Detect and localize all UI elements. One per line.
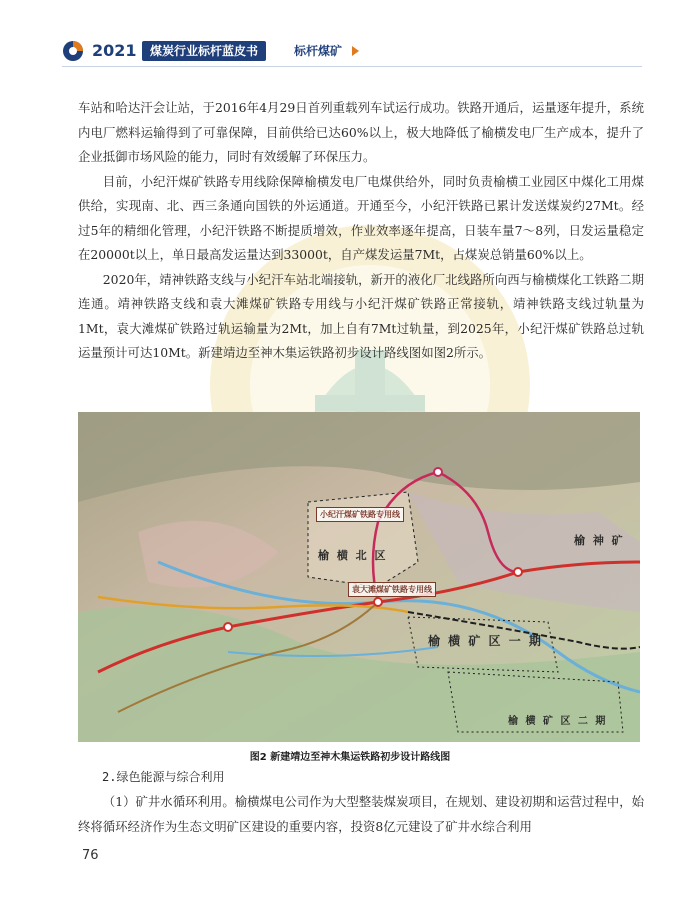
map-label-yuheng-phase1: 榆 横 矿 区 一 期 <box>428 634 543 648</box>
paragraph-1: 车站和哈达汗会让站，于2016年4月29日首列重载列车试运行成功。铁路开通后，运量逐年提升，系统内电厂燃料运输得到了可靠保障，目前供给已达60%以上，极大地降低了榆横发电厂生产成本，提升了企业抵御市场风险的能力，同时有效缓解了环保压力。 <box>78 100 644 164</box>
map-label-yuheng-phase2: 榆 横 矿 区 二 期 <box>508 716 608 727</box>
map-label-yuandatan-line: 袁大滩煤矿铁路专用线 <box>348 582 436 597</box>
header-divider <box>62 66 642 67</box>
brand-logo-icon <box>62 40 84 62</box>
map-label-yushen: 榆 神 矿 <box>574 534 625 547</box>
map-label-xiaojihan-line: 小纪汗煤矿铁路专用线 <box>316 507 404 522</box>
tag-arrow-icon <box>352 46 359 56</box>
header-series-title: 煤炭行业标杆蓝皮书 <box>142 41 266 61</box>
route-map-figure <box>78 412 640 742</box>
header-tag: 标杆煤矿 <box>294 44 343 58</box>
paragraph-2: 目前，小纪汗煤矿铁路专用线除保障榆横发电厂电煤供给外，同时负责榆横工业园区中煤化工用煤供给，实现南、北、西三条通向国铁的外运通道。开通至今，小纪汗铁路已累计发送煤炭约27Mt。经过5年的精细化管理，小纪汗铁路不断提质增效，作业效率逐年提高，日装车量7～8列，日发运量稳定在20000t以上，单日最高发运量达到33000t，自产煤发运量7Mt，占煤炭总销量60%以上。 <box>78 173 644 262</box>
page-header <box>62 38 362 64</box>
page-number: 76 <box>82 848 99 863</box>
figure-caption: 图2 新建靖边至神木集运铁路初步设计路线图 <box>249 752 451 763</box>
section-heading: 2.绿色能源与综合利用 <box>102 770 225 784</box>
body-section <box>78 96 644 366</box>
route-map-image <box>78 412 640 742</box>
paragraph-3: 2020年，靖神铁路支线与小纪汗车站北端接轨，新开的液化厂北线路所向西与榆横煤化工铁路二期连通。靖神铁路支线和袁大滩煤矿铁路专用线与小纪汗煤矿铁路正常接轨，靖神铁路支线过轨量为1Mt，袁大滩煤矿铁路过轨运输量为2Mt，加上自有7Mt过轨量，到2025年，小纪汗煤矿铁路总过轨运量预计可达10Mt。新建靖边至神木集运铁路初步设计路线图如图2所示。 <box>78 271 644 360</box>
header-year: 2021 <box>88 39 141 63</box>
section-body <box>78 790 644 839</box>
map-label-yuheng-north: 榆 横 北 区 <box>318 549 388 562</box>
section-paragraph: （1）矿井水循环利用。榆横煤电公司作为大型整装煤炭项目，在规划、建设初期和运营过程中，始终将循环经济作为生态文明矿区建设的重要内容，投资8亿元建设了矿井水综合利用 <box>78 794 644 834</box>
